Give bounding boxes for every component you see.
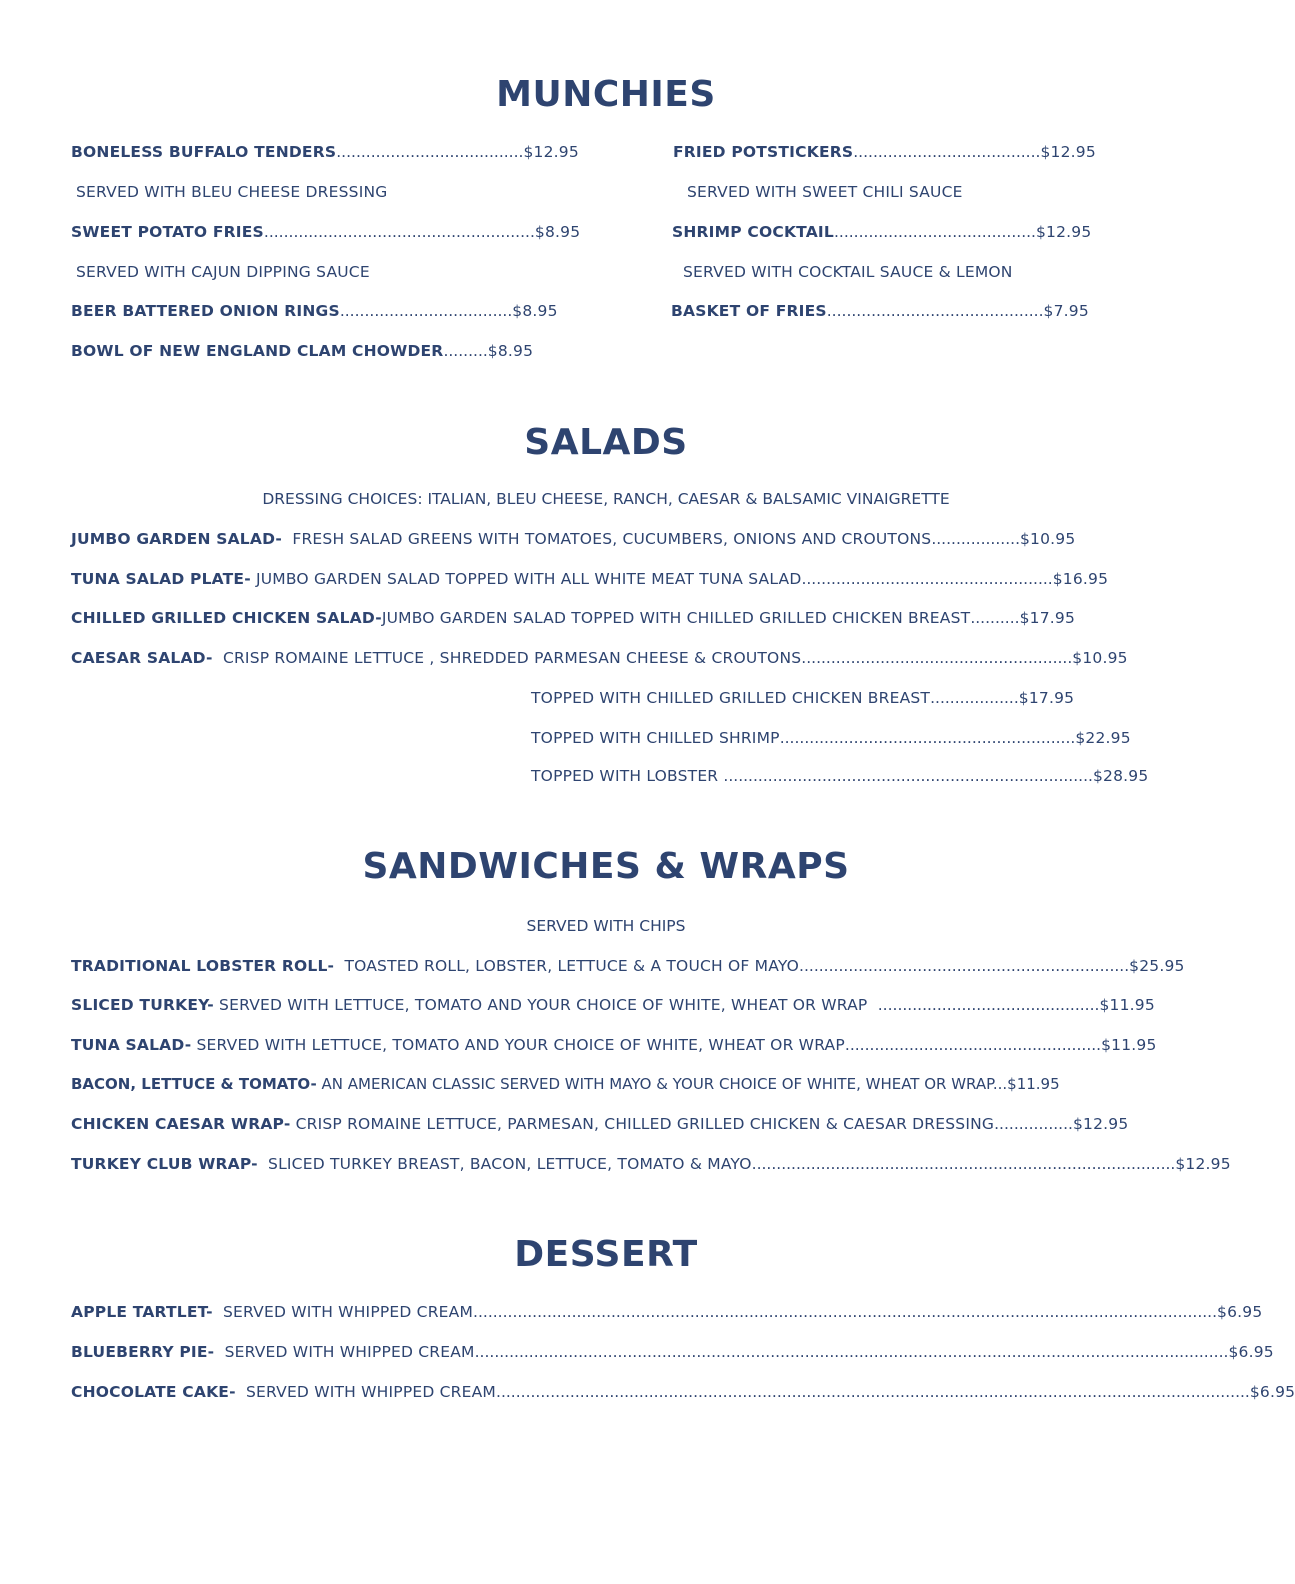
item-name: BASKET OF FRIES [671,302,827,320]
item-description: SERVED WITH LETTUCE, TOMATO AND YOUR CHOICE OF WHITE, WHEAT OR WRAP [219,996,868,1014]
menu-item-basket-of-fries [671,302,1089,320]
item-description: AN AMERICAN CLASSIC SERVED WITH MAYO & YOUR CHOICE OF WHITE, WHEAT OR WRAP [321,1075,993,1093]
item-price: $25.95 [1129,957,1185,975]
item-price: $11.95 [1007,1075,1060,1093]
topping-shrimp [531,729,1131,747]
leader-dots: .......... [970,609,1020,627]
leader-dots: ................................... [339,302,513,320]
item-price: $12.95 [1072,1115,1129,1133]
leader-dots: ...................................................................................... [751,1155,1176,1173]
leader-dots: ................ [994,1115,1073,1133]
menu-item-jumbo-garden-salad [71,530,1075,548]
item-name: SLICED TURKEY- [71,996,214,1014]
item-price: $12.95 [523,143,579,161]
leader-dots: .................. [930,689,1019,707]
item-price: $6.95 [1217,1303,1263,1321]
leader-dots: ......................................................................................................................................................... [474,1343,1229,1361]
leader-dots: ............................................................ [779,729,1076,747]
served-with-chips: SERVED WITH CHIPS [526,917,686,935]
item-description: CRISP ROMAINE LETTUCE, PARMESAN, CHILLED GRILLED CHICKEN & CAESAR DRESSING [295,1115,995,1133]
menu-item-turkey-club-wrap [71,1155,1231,1173]
item-name: CAESAR SALAD- [71,649,213,667]
item-description: TOPPED WITH CHILLED SHRIMP [531,729,780,747]
leader-dots: ...................................... [853,143,1041,161]
item-price: $22.95 [1075,729,1131,747]
menu-item-lobster-roll [71,957,1185,975]
item-name: FRIED POTSTICKERS [673,143,854,161]
item-price: $16.95 [1052,570,1109,588]
topping-chicken [531,689,1074,707]
item-name: CHICKEN CAESAR WRAP- [71,1115,291,1133]
topping-lobster [531,767,1148,785]
item-name: TRADITIONAL LOBSTER ROLL- [71,957,335,975]
item-price: $12.95 [1035,223,1092,241]
item-note: SERVED WITH COCKTAIL SAUCE & LEMON [683,263,1013,281]
leader-dots: ....................................................................................................................................................... [473,1303,1218,1321]
leader-dots: ......................................... [833,223,1036,241]
item-description: TOPPED WITH CHILLED GRILLED CHICKEN BREAST [531,689,931,707]
item-description: CRISP ROMAINE LETTUCE , SHREDDED PARMESAN CHEESE & CROUTONS [222,649,802,667]
leader-dots: ................................................................... [799,957,1130,975]
item-name: TUNA SALAD PLATE- [71,570,251,588]
leader-dots: ......................................................................................................................................................... [496,1383,1250,1401]
item-price: $12.95 [1040,143,1096,161]
leader-dots: ........................................................................... [723,767,1093,785]
menu-item-chicken-salad [71,609,1075,627]
item-price: $8.95 [487,342,534,360]
menu-item-chocolate-cake [71,1383,1295,1401]
item-name: BONELESS BUFFALO TENDERS [71,143,337,161]
leader-dots: ...................................... [336,143,524,161]
menu-item-blueberry-pie [71,1343,1274,1361]
item-price: $10.95 [1020,530,1076,548]
leader-dots: ............................................ [826,302,1044,320]
item-description: SERVED WITH LETTUCE, TOMATO AND YOUR CHOICE OF WHITE, WHEAT OR WRAP [196,1036,845,1054]
item-description: SERVED WITH WHIPPED CREAM [245,1383,497,1401]
sandwiches-heading: SANDWICHES & WRAPS [362,846,850,887]
item-description: JUMBO GARDEN SALAD TOPPED WITH ALL WHITE MEAT TUNA SALAD [255,570,802,588]
leader-dots: .................................................... [844,1036,1102,1054]
salads-heading: SALADS [524,422,688,463]
item-name: SWEET POTATO FRIES [71,223,264,241]
item-price: $17.95 [1018,689,1075,707]
item-name: APPLE TARTLET- [71,1303,213,1321]
item-name: BLUEBERRY PIE- [71,1343,215,1361]
item-name: CHOCOLATE CAKE- [71,1383,236,1401]
item-price: $28.95 [1092,767,1149,785]
menu-item-potstickers [673,143,1096,161]
item-description: SERVED WITH WHIPPED CREAM [223,1303,474,1321]
item-name: BOWL OF NEW ENGLAND CLAM CHOWDER [71,342,444,360]
item-price: $17.95 [1019,609,1076,627]
leader-dots: ................................................... [801,570,1053,588]
menu-item-tuna-salad-sandwich [71,1036,1157,1054]
menu-item-chicken-caesar-wrap [71,1115,1128,1133]
item-price: $11.95 [1101,1036,1157,1054]
item-description: JUMBO GARDEN SALAD TOPPED WITH CHILLED GRILLED CHICKEN BREAST [381,609,971,627]
item-description: SLICED TURKEY BREAST, BACON, LETTUCE, TOMATO & MAYO [268,1155,752,1173]
menu-item-caesar-salad [71,649,1128,667]
item-name: TURKEY CLUB WRAP- [71,1155,258,1173]
item-description: SERVED WITH WHIPPED CREAM [224,1343,475,1361]
menu-item-tuna-salad-plate [71,570,1108,588]
item-name: JUMBO GARDEN SALAD- [71,530,283,548]
item-description: FRESH SALAD GREENS WITH TOMATOES, CUCUMBERS, ONIONS AND CROUTONS [292,530,932,548]
leader-dots: ......... [443,342,488,360]
menu-item-sliced-turkey [71,996,1155,1014]
leader-dots: ....................................................... [801,649,1073,667]
leader-dots: .................. [931,530,1020,548]
item-price: $8.95 [534,223,581,241]
item-name: BACON, LETTUCE & TOMATO- [71,1075,317,1093]
leader-dots: ... [992,1075,1008,1093]
item-name: BEER BATTERED ONION RINGS [71,302,340,320]
menu-item-apple-tartlet [71,1303,1262,1321]
item-description: TOPPED WITH LOBSTER [531,767,719,785]
dessert-heading: DESSERT [514,1234,698,1275]
item-price: $12.95 [1175,1155,1231,1173]
item-note: SERVED WITH CAJUN DIPPING SAUCE [76,263,370,281]
munchies-heading: MUNCHIES [496,74,716,115]
item-note: SERVED WITH BLEU CHEESE DRESSING [76,183,388,201]
item-note: SERVED WITH SWEET CHILI SAUCE [687,183,963,201]
item-price: $6.95 [1249,1383,1295,1401]
item-price: $6.95 [1228,1343,1274,1361]
menu-item-onion-rings [71,302,558,320]
leader-dots: ............................................. [877,996,1100,1014]
item-name: CHILLED GRILLED CHICKEN SALAD- [71,609,382,627]
item-name: TUNA SALAD- [71,1036,192,1054]
item-description: TOASTED ROLL, LOBSTER, LETTUCE & A TOUCH OF MAYO [344,957,800,975]
item-price: $10.95 [1072,649,1128,667]
menu-item-blt [71,1075,1060,1093]
menu-item-sweet-potato-fries [71,223,580,241]
menu-item-buffalo-tenders [71,143,579,161]
item-price: $8.95 [512,302,558,320]
dressing-choices: DRESSING CHOICES: ITALIAN, BLEU CHEESE, RANCH, CAESAR & BALSAMIC VINAIGRETTE [262,490,950,508]
menu-item-shrimp-cocktail [672,223,1091,241]
item-price: $11.95 [1099,996,1155,1014]
item-name: SHRIMP COCKTAIL [672,223,834,241]
menu-item-clam-chowder [71,342,533,360]
leader-dots: ....................................................... [263,223,535,241]
item-price: $7.95 [1043,302,1089,320]
